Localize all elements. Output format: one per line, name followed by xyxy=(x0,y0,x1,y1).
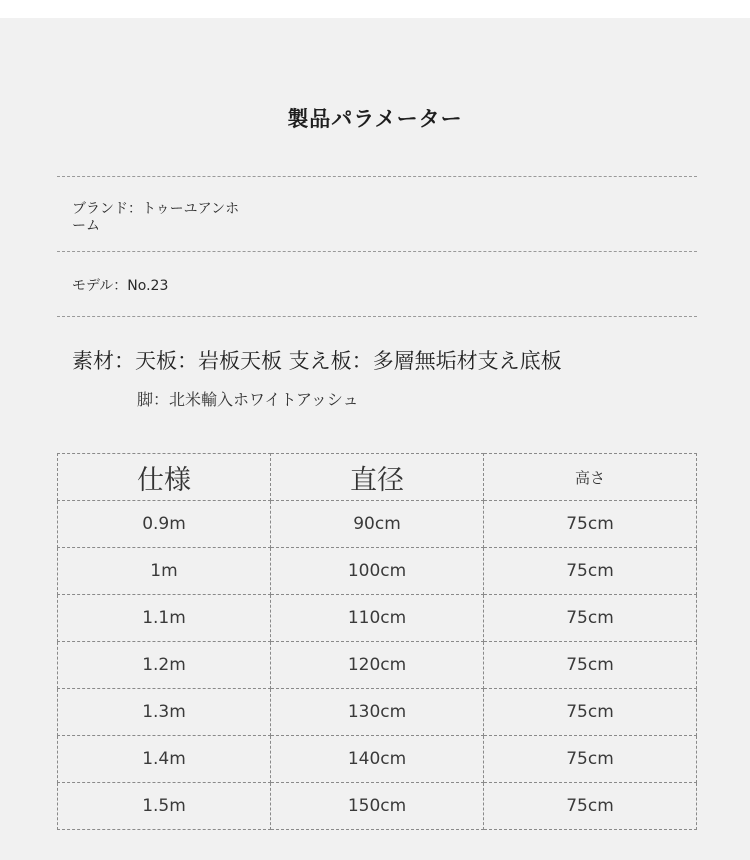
brand-text: ブランド：トゥーユアンホーム xyxy=(72,201,240,234)
table-row xyxy=(58,642,697,689)
table-row xyxy=(58,689,697,736)
table-row xyxy=(58,783,697,830)
spec-table xyxy=(57,453,697,830)
cell-spec: 1.4m xyxy=(58,736,271,783)
top-strip xyxy=(0,0,750,18)
cell-diameter: 100cm xyxy=(271,548,484,595)
table-row xyxy=(58,736,697,783)
table-row xyxy=(58,501,697,548)
divider xyxy=(57,251,697,252)
cell-height: 75cm xyxy=(484,783,697,830)
cell-diameter: 120cm xyxy=(271,642,484,689)
cell-spec: 0.9m xyxy=(58,501,271,548)
cell-height: 75cm xyxy=(484,548,697,595)
material-text: 素材：天板：岩板天板 支え板：多層無垢材支え底板 xyxy=(72,349,562,373)
header-spec: 仕様 xyxy=(58,454,271,501)
cell-diameter: 90cm xyxy=(271,501,484,548)
cell-height: 75cm xyxy=(484,501,697,548)
cell-height: 75cm xyxy=(484,736,697,783)
page-title: 製品パラメーター xyxy=(287,107,463,131)
cell-height: 75cm xyxy=(484,689,697,736)
cell-spec: 1.5m xyxy=(58,783,271,830)
model-text: モデル：No.23 xyxy=(72,278,169,294)
cell-height: 75cm xyxy=(484,642,697,689)
divider xyxy=(57,316,697,317)
cell-spec: 1.3m xyxy=(58,689,271,736)
cell-spec: 1m xyxy=(58,548,271,595)
cell-diameter: 130cm xyxy=(271,689,484,736)
cell-height: 75cm xyxy=(484,595,697,642)
cell-spec: 1.1m xyxy=(58,595,271,642)
table-row xyxy=(58,548,697,595)
table-header-row xyxy=(58,454,697,501)
header-diameter: 直径 xyxy=(271,454,484,501)
cell-diameter: 140cm xyxy=(271,736,484,783)
table-row xyxy=(58,595,697,642)
cell-spec: 1.2m xyxy=(58,642,271,689)
divider xyxy=(57,176,697,177)
cell-diameter: 150cm xyxy=(271,783,484,830)
header-height: 高さ xyxy=(484,454,697,501)
cell-diameter: 110cm xyxy=(271,595,484,642)
legs-text: 脚：北米輸入ホワイトアッシュ xyxy=(137,390,359,409)
